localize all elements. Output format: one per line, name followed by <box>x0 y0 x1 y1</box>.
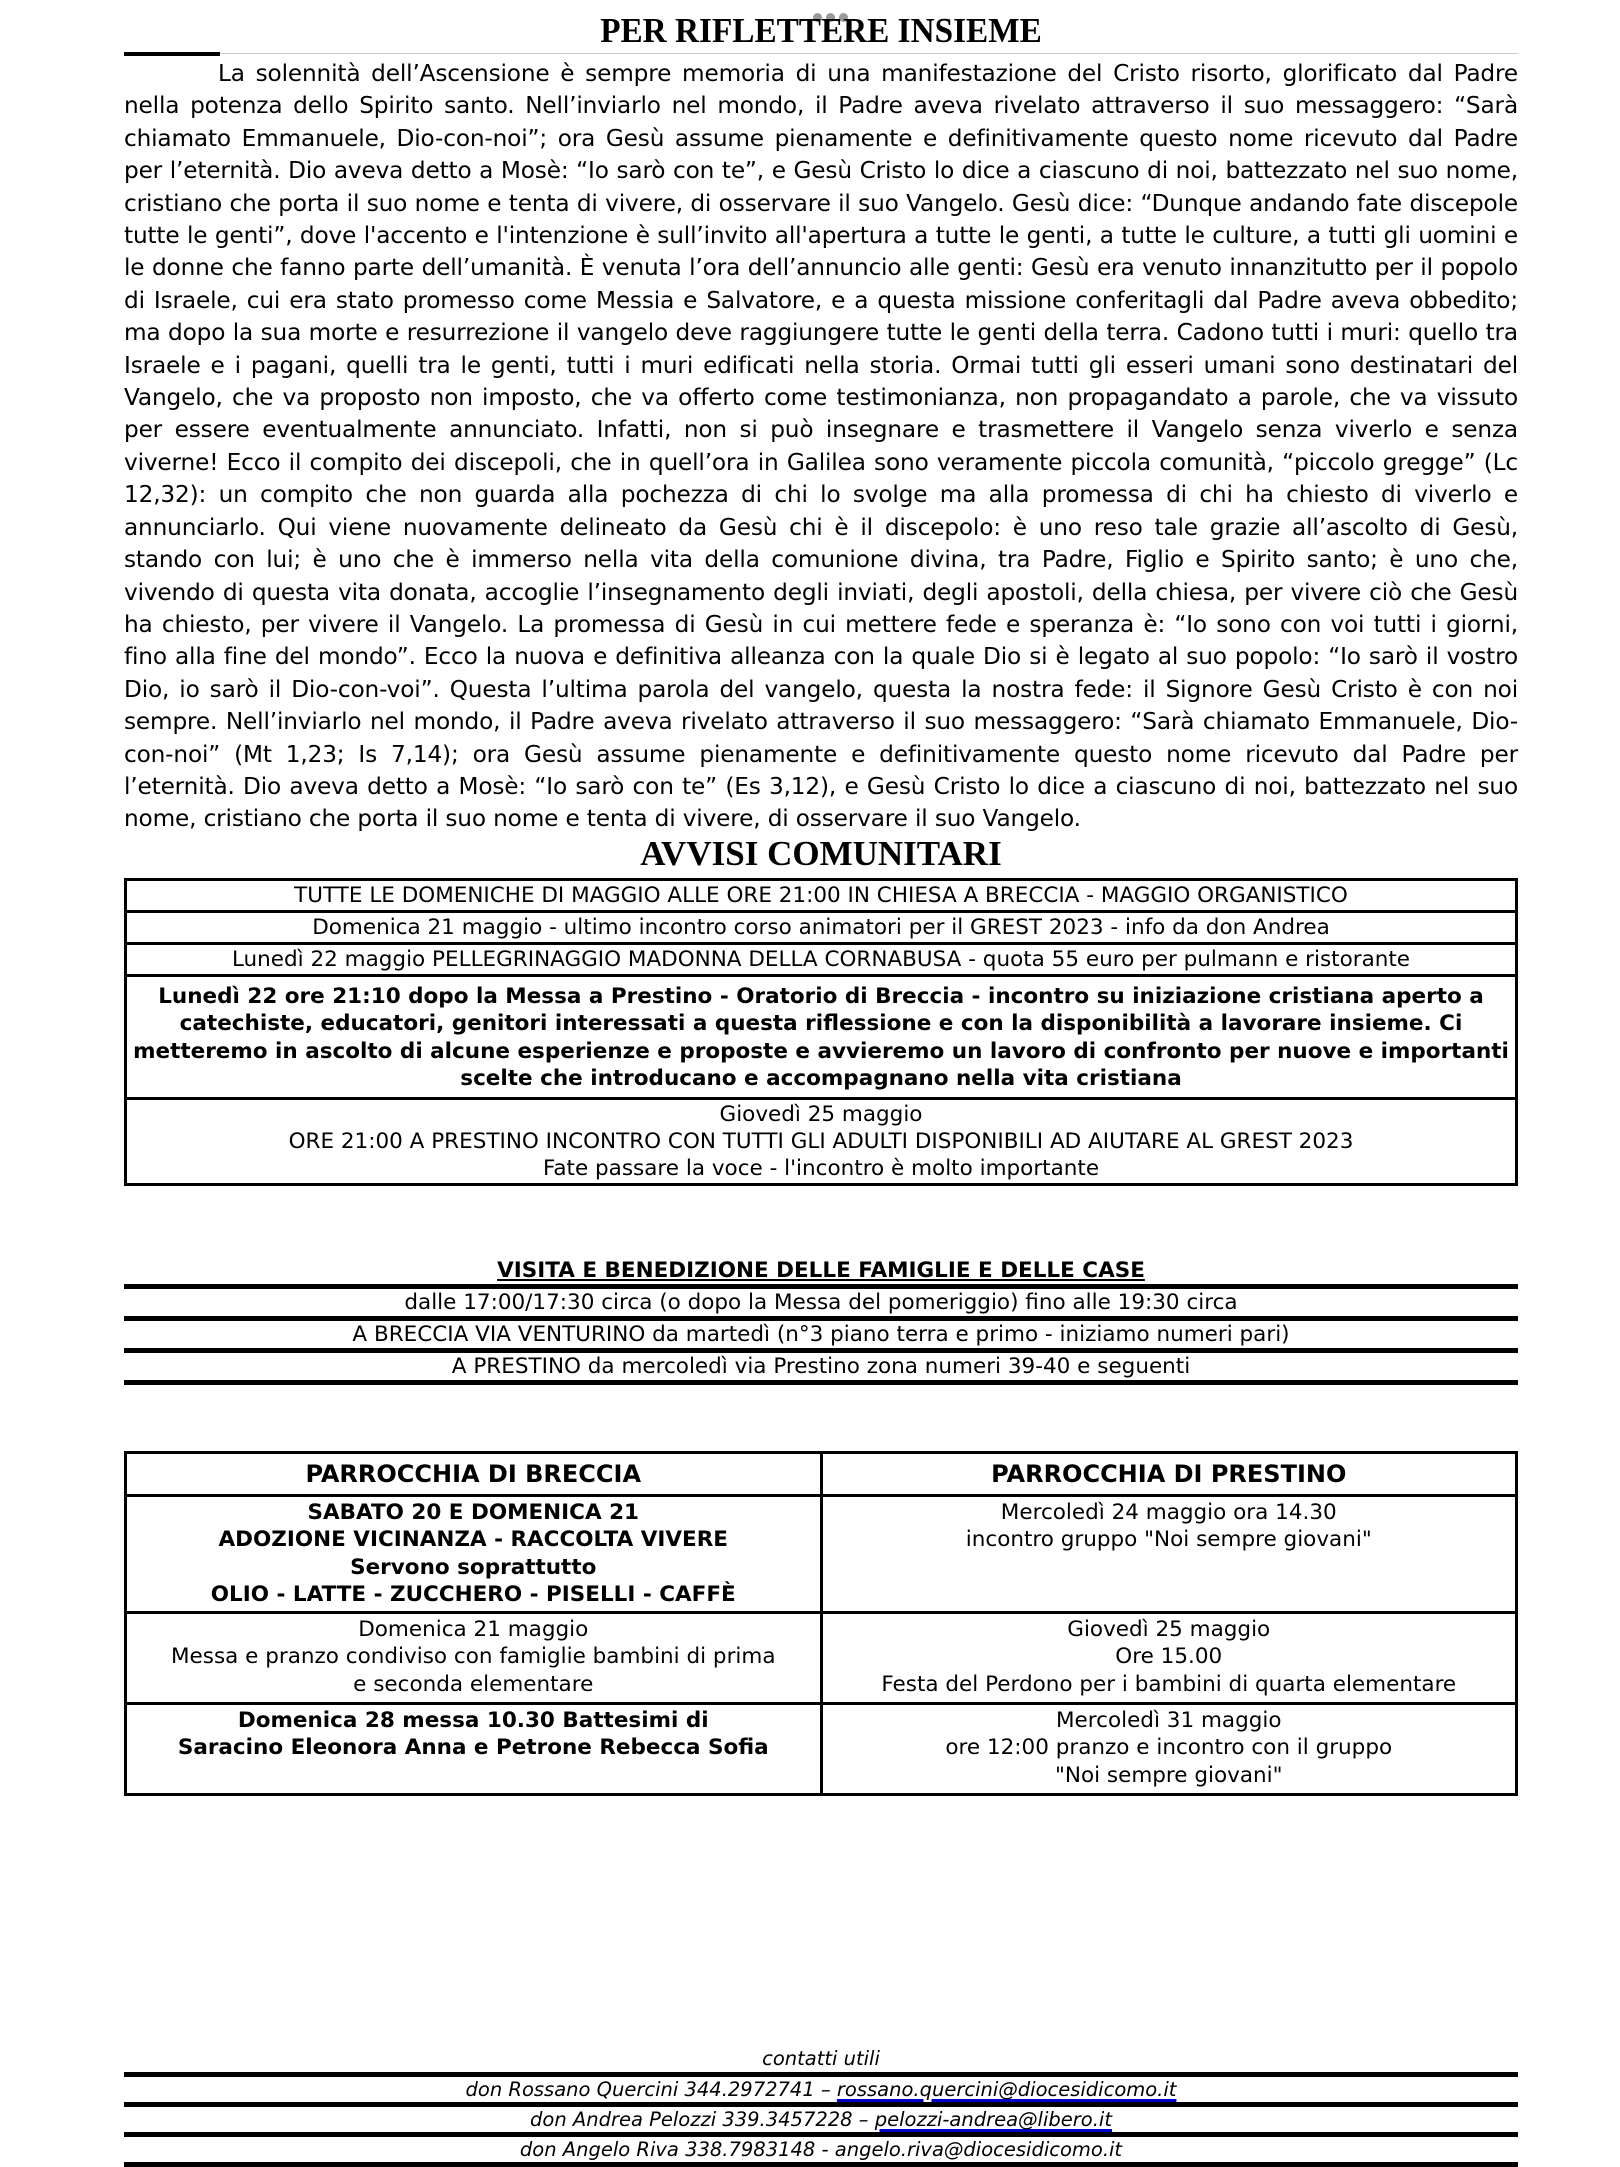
table-row <box>126 1098 1517 1184</box>
visita-section <box>124 1258 1518 1385</box>
breccia-cell <box>126 1495 822 1612</box>
email-link[interactable]: rossano.quercini@diocesidicomo.it <box>836 2078 1177 2101</box>
cell-line: Messa e pranzo condiviso con famiglie bambini di prima <box>170 1644 776 1670</box>
table-row <box>126 943 1517 975</box>
avviso-cell: TUTTE LE DOMENICHE DI MAGGIO ALLE ORE 21:00 IN CHIESA A BRECCIA - MAGGIO ORGANISTICO <box>126 879 1517 911</box>
cell-line: ore 12:00 pranzo e incontro con il gruppo <box>945 1735 1393 1761</box>
cell-line: Domenica 21 maggio <box>358 1616 589 1642</box>
reflection-title: PER RIFLETTERE INSIEME <box>600 11 1042 50</box>
cell-line: Mercoledì 24 maggio ora 14.30 <box>1000 1499 1337 1525</box>
table-row <box>126 1703 1517 1794</box>
table-header-row <box>126 1452 1517 1495</box>
cell-line: Servono soprattutto <box>350 1554 597 1580</box>
reflection-text: La solennità dell’Ascensione è sempre memoria di una manifestazione del Cristo risorto, glorificato dal Padre nella potenza dello Spirito santo. Nell’inviarlo nel mondo, il Padre aveva rivelato attraverso il suo messaggero: “Sarà chiamato Emmanuele, Dio-con-noi”; ora Gesù assume pienamente e definitivamente questo nome ricevuto dal Padre per l’eternità. Dio aveva detto a Mosè: “Io sarò con te”, e Gesù Cristo lo dice a ciascuno di noi, battezzato nel suo nome, cristiano che porta il suo nome e tenta di vivere, di osservare il suo Vangelo. Gesù dice: “Dunque andando fate discepole tutte le genti”, dove l'accento e l'intenzione è sull’invito all'apertura a tutte le genti, a tutte le culture, a tutti gli uomini e le donne che fanno parte dell’umanità. È venuta l’ora dell’annuncio alle genti: Gesù era venuto innanzitutto per il popolo di Israele, cui era stato promesso come Messia e Salvatore, e a questa missione conferitagli dal Padre aveva obbedito; ma dopo la sua morte e resurrezione il vangelo deve raggiungere tutte le genti della terra. Cadono tutti i muri: quello tra Israele e i pagani, quelli tra le genti, tutti i muri edificati nella storia. Ormai tutti gli esseri umani sono destinatari del Vangelo, che va proposto non imposto, che va offerto come testimonianza, non propagandato a parole, che va vissuto per essere eventualmente annunciato. Infatti, non si può insegnare e trasmettere il Vangelo senza viverlo e senza viverne! Ecco il compito dei discepoli, che in quell’ora in Galilea sono veramente piccola comunità, “piccolo gregge” (Lc 12,32): un compito che non guarda alla pochezza di chi lo svolge ma alla promessa di chi ha chiesto di viverlo e annunciarlo. Qui viene nuovamente delineato da Gesù chi è il discepolo: è uno reso tale grazie all’ascolto di Gesù, stando con lui; è uno che è immerso nella vita della comunione divina, tra Padre, Figlio e Spirito santo; è uno che, vivendo di questa vita donata, accoglie l’insegnamento degli inviati, degli apostoli, della chiesa, per vivere ciò che Gesù ha chiesto, per vivere il Vangelo. La promessa di Gesù in cui mettere fede e speranza è: “Io sono con voi tutti i giorni, fino alla fine del mondo”. Ecco la nuova e definitiva alleanza con la quale Dio si è legato al suo popolo: “Io sarò il vostro Dio, io sarò il Dio-con-voi”. Questa l’ultima parola del vangelo, questa la nostra fede: il Signore Gesù Cristo è con noi sempre. Nell’inviarlo nel mondo, il Padre aveva rivelato attraverso il suo messaggero: “Sarà chiamato Emmanuele, Dio-con-noi” (Mt 1,23; Is 7,14); ora Gesù assume pienamente e definitivamente questo nome ricevuto dal Padre per l’eternità. Dio aveva detto a Mosè: “Io sarò con te” (Es 3,12), e Gesù Cristo lo dice a ciascuno di noi, battezzato nel suo nome, cristiano che porta il suo nome e tenta di vivere, di osservare il suo Vangelo. <box>124 60 1518 833</box>
prestino-cell <box>821 1495 1517 1612</box>
title-rule <box>124 52 1518 58</box>
visita-line: dalle 17:00/17:30 circa (o dopo la Messa del pomeriggio) fino alle 19:30 circa <box>124 1284 1518 1316</box>
table-row <box>126 1495 1517 1612</box>
reflection-body <box>124 58 1518 836</box>
table-row <box>126 1612 1517 1703</box>
email-link[interactable]: pelozzi-andrea@libero.it <box>874 2108 1112 2131</box>
contact-line <box>124 2132 1518 2167</box>
avviso-cell: Domenica 21 maggio - ultimo incontro corso animatori per il GREST 2023 - info da don Andrea <box>126 911 1517 943</box>
contatti-section <box>124 2046 1518 2167</box>
prestino-cell <box>821 1703 1517 1794</box>
parrocchie-table <box>124 1451 1518 1796</box>
table-row <box>126 879 1517 911</box>
header-breccia: PARROCCHIA DI BRECCIA <box>126 1452 822 1495</box>
avviso-line: ORE 21:00 A PRESTINO INCONTRO CON TUTTI GLI ADULTI DISPONIBILI AD AIUTARE AL GREST 2023 <box>288 1128 1354 1154</box>
breccia-cell <box>126 1612 822 1703</box>
cell-line: Domenica 28 messa 10.30 Battesimi di <box>237 1707 709 1733</box>
cell-line: OLIO - LATTE - ZUCCHERO - PISELLI - CAFFÈ <box>210 1582 736 1608</box>
contatti-title: contatti utili <box>762 2047 880 2070</box>
cell-line: SABATO 20 E DOMENICA 21 <box>307 1499 639 1525</box>
cell-line: Mercoledì 31 maggio <box>1055 1707 1282 1733</box>
avviso-line: Giovedì 25 maggio <box>719 1101 923 1127</box>
cell-line: Giovedì 25 maggio <box>1067 1616 1271 1642</box>
table-row <box>126 975 1517 1098</box>
cell-line: "Noi sempre giovani" <box>1054 1762 1283 1788</box>
visita-line: A BRECCIA VIA VENTURINO da martedì (n°3 piano terra e primo - iniziamo numeri pari) <box>124 1316 1518 1348</box>
breccia-cell <box>126 1703 822 1794</box>
avvisi-table <box>124 878 1518 1186</box>
cell-line: ADOZIONE VICINANZA - RACCOLTA VIVERE <box>218 1527 728 1553</box>
avviso-cell <box>126 1098 1517 1184</box>
visita-line: A PRESTINO da mercoledì via Prestino zona numeri 39-40 e seguenti <box>124 1348 1518 1385</box>
table-row <box>126 911 1517 943</box>
avvisi-title: AVVISI COMUNITARI <box>640 833 1002 873</box>
cell-line: incontro gruppo "Noi sempre giovani" <box>965 1527 1372 1553</box>
contact-name: don Andrea Pelozzi 339.3457228 – <box>530 2108 875 2131</box>
contact-name: don Angelo Riva 338.7983148 - <box>519 2138 835 2161</box>
contact-line <box>124 2102 1518 2132</box>
cell-line: Festa del Perdono per i bambini di quarta elementare <box>881 1671 1457 1697</box>
cell-line: Ore 15.00 <box>1115 1644 1223 1670</box>
contact-name: don Rossano Quercini 344.2972741 – <box>465 2078 837 2101</box>
prestino-cell <box>821 1612 1517 1703</box>
cell-line: e seconda elementare <box>353 1671 594 1697</box>
visita-title: VISITA E BENEDIZIONE DELLE FAMIGLIE E DELLE CASE <box>497 1257 1145 1283</box>
header-prestino: PARROCCHIA DI PRESTINO <box>821 1452 1517 1495</box>
cell-line: Saracino Eleonora Anna e Petrone Rebecca Sofia <box>177 1735 769 1761</box>
avviso-line: Fate passare la voce - l'incontro è molto importante <box>542 1155 1100 1181</box>
avviso-cell-highlight: Lunedì 22 ore 21:10 dopo la Messa a Prestino - Oratorio di Breccia - incontro su iniziazione cristiana aperto a catechiste, educatori, genitori interessati a questa riflessione e con la disponibilità a lavorare insieme. Ci metteremo in ascolto di alcune esperienze e proposte e avvieremo un lavoro di confronto per nuove e importanti scelte che introducano e accompagnano nella vita cristiana <box>126 975 1517 1098</box>
email-text: angelo.riva@diocesidicomo.it <box>834 2138 1123 2161</box>
avviso-cell: Lunedì 22 maggio PELLEGRINAGGIO MADONNA DELLA CORNABUSA - quota 55 euro per pulmann e ristorante <box>126 943 1517 975</box>
bulletin-page <box>124 0 1518 2161</box>
contact-line <box>124 2072 1518 2102</box>
